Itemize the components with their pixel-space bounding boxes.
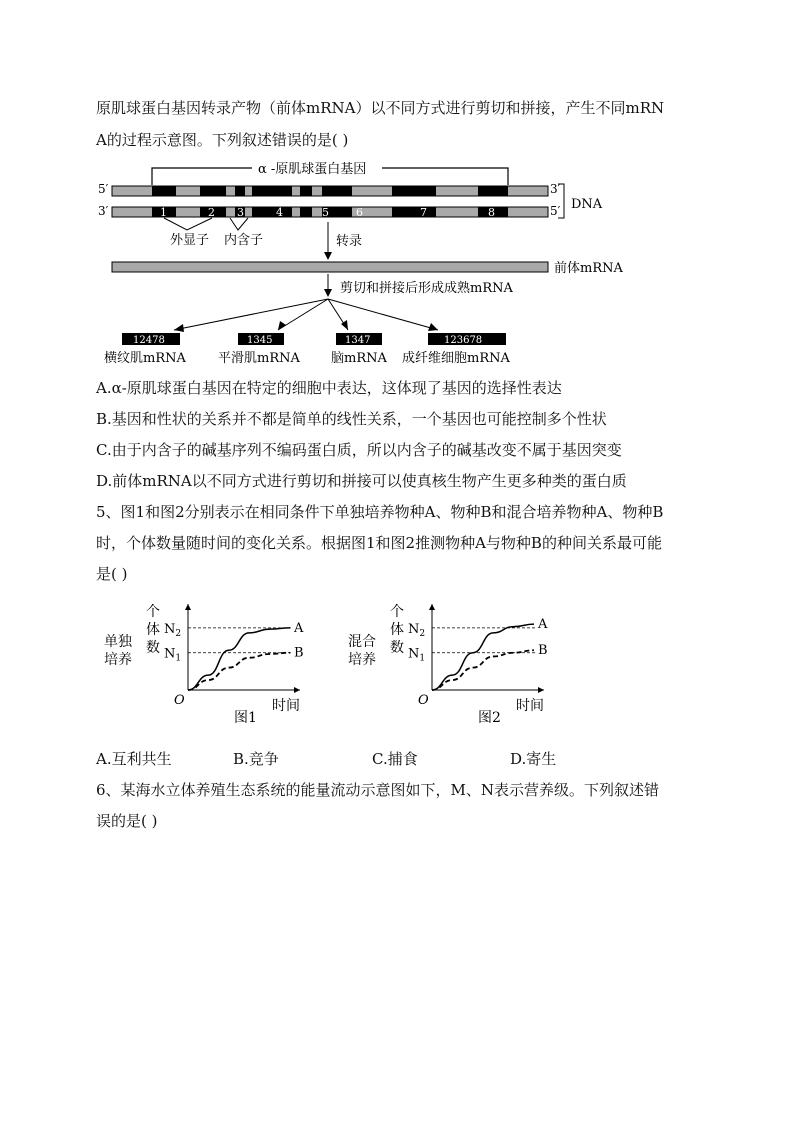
y-axis-label: 体 xyxy=(146,622,160,638)
chart-figure2 xyxy=(344,598,559,730)
y-axis-label: 数 xyxy=(390,640,404,656)
y-axis-label: 个 xyxy=(146,604,160,620)
series-A-label: A xyxy=(294,620,304,636)
intron-label: 内含子 xyxy=(224,233,264,248)
x-axis-arrow xyxy=(294,687,300,693)
y-axis-arrow xyxy=(429,604,435,610)
q4-option-d: D.前体mRNA以不同方式进行剪切和拼接可以使真核生物产生更多种类的蛋白质 xyxy=(96,472,627,490)
pre-mrna-bar xyxy=(112,262,548,272)
exon-number: 8 xyxy=(488,206,495,219)
exon-number: 1 xyxy=(160,206,167,219)
q6-stem-line2: 误的是( ) xyxy=(96,812,158,830)
y-axis-label: 体 xyxy=(390,622,404,638)
x-axis-label: 时间 xyxy=(516,698,544,714)
exon-number: 4 xyxy=(276,206,283,219)
q4-stem-line1: 原肌球蛋白基因转录产物（前体mRNA）以不同方式进行剪切和拼接，产生不同mRN xyxy=(96,99,665,117)
x-axis-arrow xyxy=(538,687,544,693)
exon-number: 2 xyxy=(208,206,215,219)
mrna-name: 平滑肌mRNA xyxy=(218,351,300,366)
x-axis-label: 时间 xyxy=(272,698,300,714)
figure-title: 图1 xyxy=(234,710,257,726)
transcription-label: 转录 xyxy=(336,234,363,249)
q5-option-b: B.竞争 xyxy=(233,750,279,768)
intron-pointer xyxy=(230,218,248,230)
exon-number: 7 xyxy=(420,206,427,219)
origin-label: O xyxy=(174,693,185,708)
figure-title: 图2 xyxy=(478,710,501,726)
q5-stem-line2: 时，个体数量随时间的变化关系。根据图1和图2推测物种A与物种B的种间关系最可能 xyxy=(96,534,662,552)
series-A-line xyxy=(432,624,534,690)
exon-label: 外显子 xyxy=(170,233,210,248)
side-label: 培养 xyxy=(104,652,132,668)
mrna-code: 12478 xyxy=(133,335,165,346)
y-axis-label: 数 xyxy=(146,640,160,656)
q5-option-d: D.寄生 xyxy=(510,750,557,768)
exon-pointer xyxy=(164,218,212,230)
mrna-name: 横纹肌mRNA xyxy=(104,351,186,366)
series-B-label: B xyxy=(294,645,304,661)
transcription-arrowhead xyxy=(324,252,332,260)
exon-number: 5 xyxy=(322,206,329,219)
q5-stem-line1: 5、图1和图2分别表示在相同条件下单独培养物种A、物种B和混合培养物种A、物种B xyxy=(96,503,664,521)
side-label: 单独 xyxy=(104,634,132,650)
strand-end-top-right: 3′ xyxy=(550,182,561,196)
chart-figure1 xyxy=(100,598,315,730)
exon-number: 6 xyxy=(356,206,363,219)
mrna-name: 成纤维细胞mRNA xyxy=(402,351,510,366)
q4-stem-line2: A的过程示意图。下列叙述错误的是( ) xyxy=(96,131,349,149)
splicing-diagram xyxy=(90,158,690,370)
q5-option-a: A.互利共生 xyxy=(96,750,172,768)
mrna-code: 1347 xyxy=(345,335,371,346)
pre-mrna-label: 前体mRNA xyxy=(554,261,623,276)
series-B-line xyxy=(188,653,290,690)
series-B-label: B xyxy=(538,643,548,659)
strand-end-bottom-right: 5′ xyxy=(550,204,561,218)
gene-label: α -原肌球蛋白基因 xyxy=(258,162,367,177)
q4-option-c: C.由于内含子的碱基序列不编码蛋白质，所以内含子的碱基改变不属于基因突变 xyxy=(96,441,622,459)
q4-option-a: A.α-原肌球蛋白基因在特定的细胞中表达，这体现了基因的选择性表达 xyxy=(96,379,562,397)
side-label: 混合 xyxy=(348,634,376,650)
series-A-label: A xyxy=(538,617,548,633)
y-axis-label: 个 xyxy=(390,604,404,620)
fan-arrows xyxy=(174,299,438,330)
y-tick-n1: $N_1$ xyxy=(408,646,426,664)
side-label: 培养 xyxy=(348,652,376,668)
mrna-code: 123678 xyxy=(444,335,483,346)
q4-option-b: B.基因和性状的关系并不都是简单的线性关系，一个基因也可能控制多个性状 xyxy=(96,410,607,428)
y-tick-n2: $N_2$ xyxy=(408,621,426,639)
origin-label: O xyxy=(418,693,429,708)
splicing-arrowhead xyxy=(324,289,332,297)
strand-end-top-left: 5′ xyxy=(98,182,109,196)
series-B-line xyxy=(432,650,534,690)
y-tick-n2: $N_2$ xyxy=(164,621,182,639)
mrna-code: 1345 xyxy=(247,335,273,346)
y-axis-arrow xyxy=(185,604,191,610)
q6-stem-line1: 6、某海水立体养殖生态系统的能量流动示意图如下，M、N表示营养级。下列叙述错 xyxy=(96,781,660,799)
strand-end-bottom-left: 3′ xyxy=(98,204,109,218)
q5-option-c: C.捕食 xyxy=(372,750,418,768)
mrna-name: 脑mRNA xyxy=(331,351,387,366)
dna-label: DNA xyxy=(571,197,603,212)
q5-stem-line3: 是( ) xyxy=(96,565,128,583)
splicing-label: 剪切和拼接后形成成熟mRNA xyxy=(340,281,513,296)
y-tick-n1: $N_1$ xyxy=(164,646,182,664)
exon-number: 3 xyxy=(237,206,244,219)
